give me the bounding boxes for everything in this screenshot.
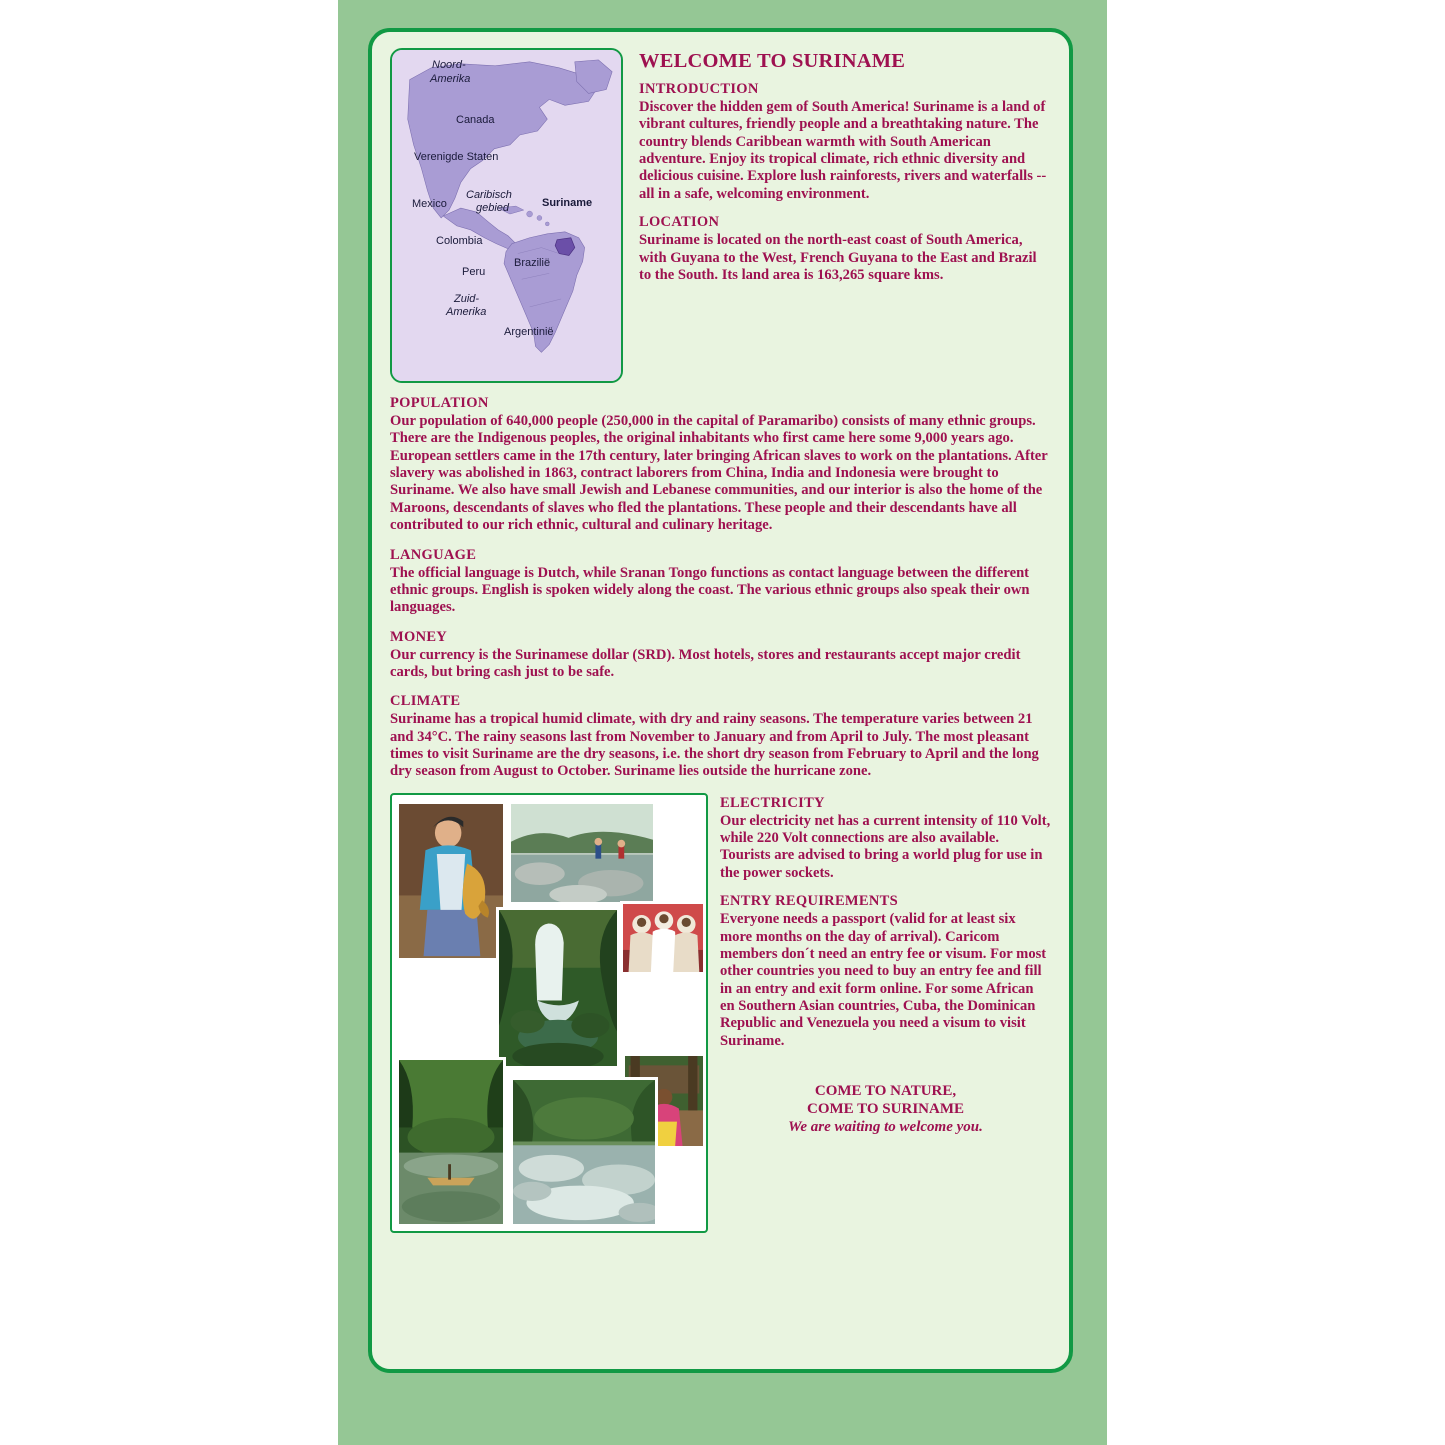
map-label-argentinie: Argentinië (504, 326, 554, 338)
heading-electricity: ELECTRICITY (720, 794, 825, 811)
text-language: The official language is Dutch, while Sranan Tongo functions as contact language between the different ethnic groups. English is spoken widely along the coast. The various ethnic groups also speak their own languages. (390, 564, 1030, 616)
closing-line-1: COME TO NATURE, (814, 1083, 957, 1100)
text-introduction: Discover the hidden gem of South America! Suriname is a land of vibrant cultures, friendly people and a breathtaking nature. The country blends Caribbean warmth with South American adventure. Enjoy its tropical climate, rich ethnic diversity and delicious cuisine. Explore lush rainforests, rivers and waterfalls -- all in a safe, welcoming environment. (639, 99, 1047, 202)
intro-column (639, 48, 1051, 383)
map-label-suriname: Suriname (542, 197, 593, 209)
heading-climate: CLIMATE (390, 693, 461, 710)
map-label-gebied: gebied (476, 202, 510, 214)
text-money: Our currency is the Surinamese dollar (SRD). Most hotels, stores and restaurants accept major credit cards, but bring cash just to be safe. (390, 646, 1021, 680)
heading-population: POPULATION (390, 395, 489, 411)
text-location: Suriname is located on the north-east coast of South America, with Guyana to the West, French Guyana to the East and Brazil to the South. Its land area is 163,265 square kms. (639, 232, 1037, 283)
block-language (390, 547, 1051, 617)
text-entry-requirements: Everyone needs a passport (valid for at least six more months on the day of arrival). Caricom members don´t need an entry fee or visum. For most other countries you need to buy an entry fee and fill in an entry and exit form online. For some African en Southern Asian countries, Cuba, the Dominican Republic and Venezuela you need a visum to visit Suriname. (720, 911, 1047, 1049)
map-label-noord-amerika-2: Amerika (430, 73, 471, 85)
photo-traditional-dancers (620, 901, 706, 975)
text-electricity: Our electricity net has a current intensity of 110 Volt, while 220 Volt connections are also available. Tourists are advised to bring a world plug for use in the power sockets. (720, 812, 1051, 881)
top-section (390, 48, 1051, 383)
heading-introduction: INTRODUCTION (639, 81, 759, 97)
americas-map (390, 48, 623, 383)
photo-collage (390, 793, 708, 1233)
map-label-zuid: Zuid- (454, 293, 480, 305)
closing-line-2: COME TO SURINAME (807, 1101, 964, 1118)
poster-card (368, 28, 1073, 1373)
block-climate (390, 693, 1051, 780)
map-label-mexico: Mexico (412, 198, 447, 210)
map-label-peru: Peru (462, 266, 486, 278)
heading-entry-requirements: ENTRY REQUIREMENTS (720, 893, 898, 910)
text-population: Our population of 640,000 people (250,000 in the capital of Paramaribo) consists of many ethnic groups. There are the Indigenous peoples, the original inhabitants who first came here some 9,000 years ago. European settlers came in the 17th century, later bringing African slaves to work on the plantations. After slavery was abolished in 1863, contract laborers from China, India and Indonesia were brought to Suriname. We also have small Jewish and Lebanese communities, and our interior is also the home of the Maroons, descendants of slaves who fled the plantations. These people and their descendants have all contributed to our rich ethnic, cultural and culinary heritage. (390, 413, 1048, 534)
map-label-colombia: Colombia (436, 235, 483, 247)
heading-money: MONEY (390, 628, 448, 645)
closing-line-3: We are waiting to welcome you. (788, 1119, 983, 1136)
bottom-section (390, 793, 1051, 1233)
photo-man-with-fish (396, 801, 506, 961)
photo-river-rapids-people (508, 801, 656, 905)
bottom-text-column (720, 793, 1051, 1233)
poster-background (338, 0, 1107, 1445)
middle-section (390, 395, 1051, 781)
map-label-caribisch: Caribisch (466, 189, 512, 201)
page-title: WELCOME TO SURINAME (639, 50, 906, 72)
map-label-canada: Canada (456, 114, 495, 126)
map-label-noord-amerika-1: Noord- (432, 59, 466, 71)
map-label-brazilie: Brazilië (514, 257, 551, 269)
block-population (390, 395, 1051, 535)
map-label-verenigde-staten: Verenigde Staten (414, 151, 499, 163)
photo-jungle-river-boat (396, 1057, 506, 1227)
block-money (390, 629, 1051, 682)
heading-language: LANGUAGE (390, 546, 477, 563)
photo-rainforest-waterfall (496, 907, 620, 1069)
heading-location: LOCATION (639, 214, 720, 231)
text-climate: Suriname has a tropical humid climate, with dry and rainy seasons. The temperature varies between 21 and 34°C. The rainy seasons last from November to January and from April to July. The most pleasant times to visit Suriname are the dry seasons, i.e. the short dry season from February to April and the long dry season from August to October. Suriname lies outside the hurricane zone. (390, 711, 1039, 780)
photo-whitewater-river (510, 1077, 658, 1227)
map-label-amerika: Amerika (446, 306, 487, 318)
closing-block (720, 1082, 1051, 1136)
